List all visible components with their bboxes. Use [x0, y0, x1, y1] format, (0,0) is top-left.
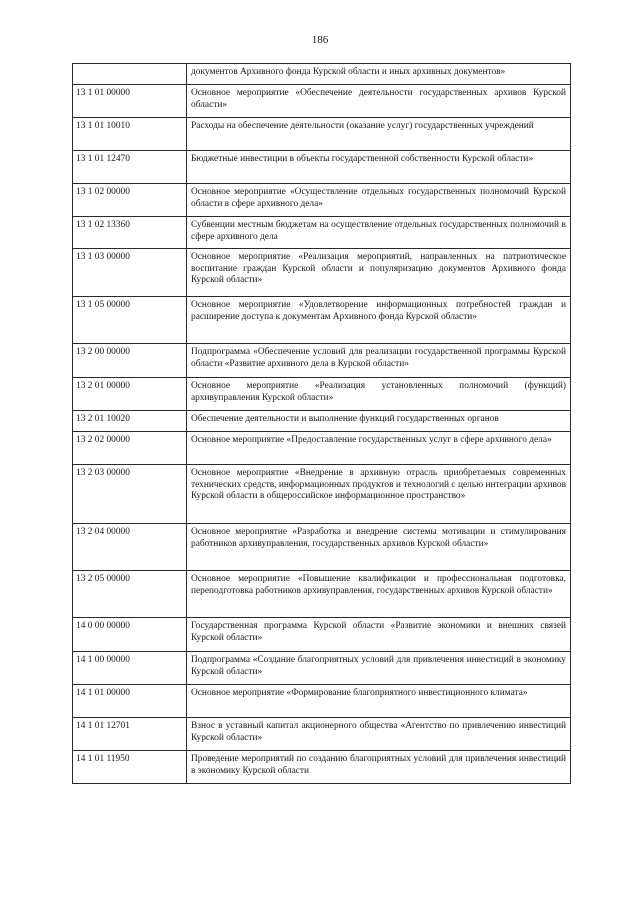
page-number: 186: [311, 34, 329, 46]
row-name: Государственная программа Курской области «Развитие экономики и внешних связей Курской области»: [187, 618, 571, 652]
row-code: 14 0 00 00000: [73, 618, 187, 652]
table-row: [73, 685, 571, 718]
table-row: [73, 297, 571, 344]
table-row: [73, 465, 571, 524]
row-code: 13 2 00 00000: [73, 344, 187, 378]
row-code: 13 1 05 00000: [73, 297, 187, 344]
table-row: [73, 378, 571, 411]
table-row: [73, 64, 571, 85]
row-name: Основное мероприятие «Реализация установленных полномочий (функций) архивуправления Курской области»: [187, 378, 571, 411]
row-code: 13 2 01 10020: [73, 411, 187, 432]
row-code: 14 1 00 00000: [73, 652, 187, 685]
budget-classification-table: [72, 63, 571, 784]
row-code: 13 1 02 13360: [73, 217, 187, 249]
row-code: 13 1 01 10010: [73, 118, 187, 151]
row-code: 14 1 01 11950: [73, 751, 187, 784]
table-row: [73, 524, 571, 571]
row-name: Основное мероприятие «Повышение квалификации и профессиональная подготовка, переподготовка работников архивуправления, государственных архивов Курской области»: [187, 571, 571, 618]
table-row: [73, 344, 571, 378]
row-name: Взнос в уставный капитал акционерного общества «Агентство по привлечению инвестиций Курской области»: [187, 718, 571, 751]
row-code: 14 1 01 12701: [73, 718, 187, 751]
row-name: Проведение мероприятий по созданию благоприятных условий для привлечения инвестиций в экономику Курской области: [187, 751, 571, 784]
table-row: [73, 411, 571, 432]
row-code: 13 1 01 00000: [73, 85, 187, 118]
row-code: 13 1 03 00000: [73, 249, 187, 297]
table-body: [73, 64, 571, 784]
row-name: Основное мероприятие «Формирование благоприятного инвестиционного климата»: [187, 685, 571, 718]
row-name: Субвенции местным бюджетам на осуществление отдельных государственных полномочий в сфере архивного дела: [187, 217, 571, 249]
row-code: 13 1 02 00000: [73, 184, 187, 217]
table-row: [73, 118, 571, 151]
row-name: Основное мероприятие «Внедрение в архивную отрасль приобретаемых современных технических средств, информационных продуктов и технологий с целью интеграции архивов Курской области в общероссийское информационное пространство»: [187, 465, 571, 524]
table-row: [73, 432, 571, 465]
row-code: 13 2 04 00000: [73, 524, 187, 571]
table-row: [73, 217, 571, 249]
row-name: Обеспечение деятельности и выполнение функций государственных органов: [187, 411, 571, 432]
row-name: Основное мероприятие «Осуществление отдельных государственных полномочий Курской области в сфере архивного дела»: [187, 184, 571, 217]
row-code: 13 1 01 12470: [73, 151, 187, 184]
row-name: Основное мероприятие «Разработка и внедрение системы мотивации и стимулирования работников архивуправления, государственных архивов Курской области»: [187, 524, 571, 571]
row-name: Подпрограмма «Обеспечение условий для реализации государственной программы Курской области «Развитие архивного дела в Курской области»: [187, 344, 571, 378]
table-row: [73, 652, 571, 685]
row-code: 13 2 05 00000: [73, 571, 187, 618]
table-row: [73, 249, 571, 297]
row-name: Основное мероприятие «Реализация мероприятий, направленных на патриотическое воспитание граждан Курской области и популяризацию документов Архивного фонда Курской области»: [187, 249, 571, 297]
row-name: Подпрограмма «Создание благоприятных условий для привлечения инвестиций в экономику Курской области»: [187, 652, 571, 685]
row-name: Основное мероприятие «Предоставление государственных услуг в сфере архивного дела»: [187, 432, 571, 465]
row-name: Бюджетные инвестиции в объекты государственной собственности Курской области»: [187, 151, 571, 184]
row-code: 13 2 02 00000: [73, 432, 187, 465]
row-code: 14 1 01 00000: [73, 685, 187, 718]
table-row: [73, 618, 571, 652]
row-code: [73, 64, 187, 85]
table-row: [73, 751, 571, 784]
table-row: [73, 85, 571, 118]
row-name: документов Архивного фонда Курской области и иных архивных документов»: [187, 64, 571, 85]
table-row: [73, 571, 571, 618]
table-row: [73, 184, 571, 217]
row-name: Основное мероприятие «Обеспечение деятельности государственных архивов Курской области»: [187, 85, 571, 118]
row-name: Основное мероприятие «Удовлетворение информационных потребностей граждан и расширение доступа к документам Архивного фонда Курской области»: [187, 297, 571, 344]
row-code: 13 2 03 00000: [73, 465, 187, 524]
row-name: Расходы на обеспечение деятельности (оказание услуг) государственных учреждений: [187, 118, 571, 151]
table-row: [73, 718, 571, 751]
row-code: 13 2 01 00000: [73, 378, 187, 411]
table-row: [73, 151, 571, 184]
